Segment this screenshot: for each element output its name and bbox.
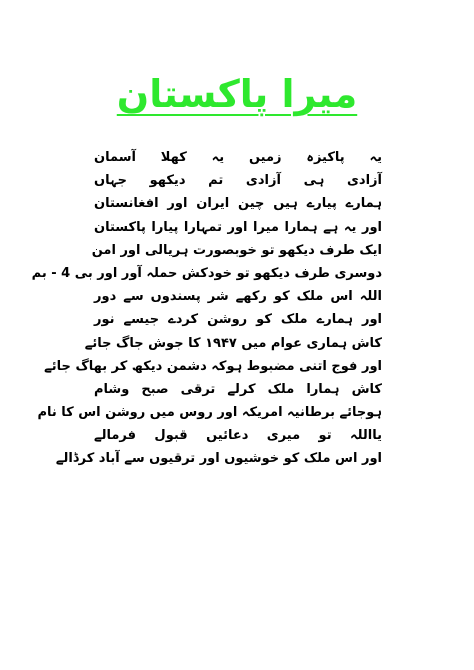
poem-line-8: اور ہمارے ملک کو روشن کردے جیسے نور [94, 312, 382, 328]
poem-line-13: یااللہ تو میری دعائیں قبول فرمالے [94, 428, 382, 444]
poem-line-12: ہوجائے برطانیہ امریکہ اور روس میں روشن اس کا نام [37, 405, 382, 421]
poem-line-14: اور اس ملک کو خوشیوں اور ترقیوں سے آباد کرڈالے [55, 451, 382, 467]
poem-line-5: ایک طرف دیکھو تو خوبصورت ہریالی اور امن [91, 242, 382, 258]
poem-line-11: کاش ہمارا ملک کرلے ترقی صبح وشام [94, 381, 382, 397]
poem-title: میرا پاکستان [116, 72, 358, 116]
poem-line-3: ہمارے پیارے ہیں چین ایران اور افغانستان [94, 196, 382, 212]
poem-line-10: اور فوج اتنی مضبوط ہوکہ دشمن دیکھ کر بھاگ جائے [44, 358, 382, 374]
poem-line-2: آزادی ہی آزادی تم دیکھو جہاں [94, 173, 382, 189]
poem-line-1: یہ پاکیزہ زمیں یہ کھلا آسمان [94, 150, 382, 165]
poem-title-container [0, 72, 474, 116]
poem-line-6: دوسری طرف دیکھو تو خودکش حملہ آور اور بی 4 - بم [31, 265, 382, 281]
poem-body [31, 146, 382, 471]
poem-line-4: اور یہ ہے ہمارا میرا اور تمہارا پیارا پاکستان [94, 219, 382, 235]
poem-line-9: کاش ہماری عوام میں ۱۹۴۷ کا جوش جاگ جائے [84, 335, 382, 351]
poem-line-7: اللہ اس ملک کو رکھے شر پسندوں سے دور [94, 289, 382, 305]
